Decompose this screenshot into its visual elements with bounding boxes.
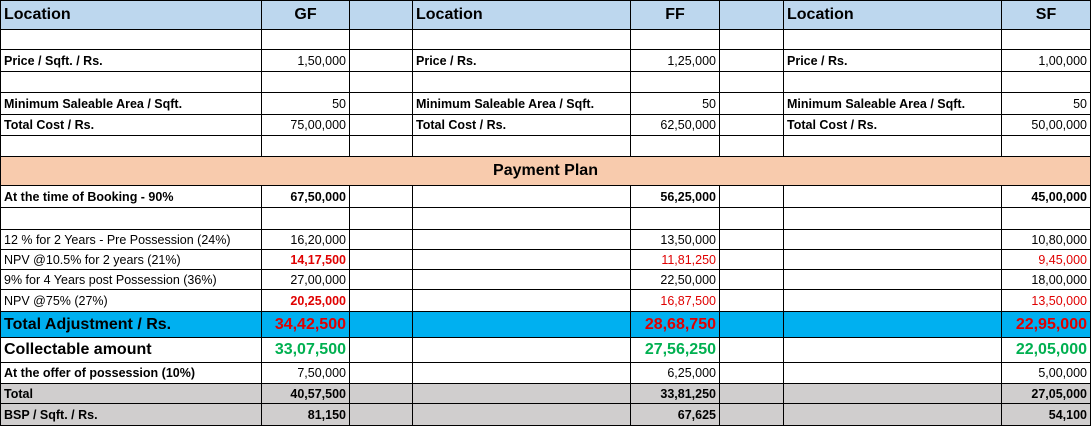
blank-cell[interactable] xyxy=(720,250,784,270)
npv-pre-value-sf[interactable]: 9,45,000 xyxy=(1002,250,1091,270)
blank-cell[interactable] xyxy=(720,93,784,115)
pre-possession-value-sf[interactable]: 10,80,000 xyxy=(1002,230,1091,250)
blank-cell[interactable] xyxy=(784,384,1002,404)
pre-possession-value-gf[interactable]: 16,20,000 xyxy=(262,230,350,250)
collectable-value-gf[interactable]: 33,07,500 xyxy=(262,338,350,363)
min-area-label-gf[interactable]: Minimum Saleable Area / Sqft. xyxy=(0,93,262,115)
blank-cell[interactable] xyxy=(350,208,413,230)
header-floor-sf[interactable]: SF xyxy=(1002,0,1091,30)
blank-cell[interactable] xyxy=(784,230,1002,250)
price-value-ff[interactable]: 1,25,000 xyxy=(631,50,720,72)
blank-cell[interactable] xyxy=(784,30,1002,50)
total-adjustment-label[interactable]: Total Adjustment / Rs. xyxy=(0,312,262,338)
npv-post-value-sf[interactable]: 13,50,000 xyxy=(1002,290,1091,312)
blank-cell[interactable] xyxy=(631,208,720,230)
blank-cell[interactable] xyxy=(350,50,413,72)
blank-cell[interactable] xyxy=(350,136,413,157)
blank-cell[interactable] xyxy=(350,30,413,50)
price-label-gf[interactable]: Price / Sqft. / Rs. xyxy=(0,50,262,72)
blank-cell[interactable] xyxy=(350,230,413,250)
total-adjustment-value-sf[interactable]: 22,95,000 xyxy=(1002,312,1091,338)
collectable-value-ff[interactable]: 27,56,250 xyxy=(631,338,720,363)
blank-cell[interactable] xyxy=(784,250,1002,270)
blank-cell[interactable] xyxy=(720,290,784,312)
blank-cell[interactable] xyxy=(784,136,1002,157)
booking-value-gf[interactable]: 67,50,000 xyxy=(262,186,350,208)
total-cost-value-ff[interactable]: 62,50,000 xyxy=(631,115,720,136)
min-area-value-sf[interactable]: 50 xyxy=(1002,93,1091,115)
header-location-sf[interactable]: Location xyxy=(784,0,1002,30)
bsp-value-ff[interactable]: 67,625 xyxy=(631,404,720,426)
npv-post-value-ff[interactable]: 16,87,500 xyxy=(631,290,720,312)
blank-cell[interactable] xyxy=(0,30,262,50)
total-value-ff[interactable]: 33,81,250 xyxy=(631,384,720,404)
blank-cell[interactable] xyxy=(720,136,784,157)
total-label[interactable]: Total xyxy=(0,384,262,404)
blank-cell[interactable] xyxy=(720,338,784,363)
blank-cell[interactable] xyxy=(720,312,784,338)
min-area-value-ff[interactable]: 50 xyxy=(631,93,720,115)
npv-pre-value-gf[interactable]: 14,17,500 xyxy=(262,250,350,270)
blank-cell[interactable] xyxy=(1002,208,1091,230)
blank-cell[interactable] xyxy=(350,338,413,363)
collectable-label[interactable]: Collectable amount xyxy=(0,338,262,363)
booking-label[interactable]: At the time of Booking - 90% xyxy=(0,186,262,208)
post-possession-label[interactable]: 9% for 4 Years post Possession (36%) xyxy=(0,270,262,290)
blank-cell[interactable] xyxy=(413,384,631,404)
blank-cell[interactable] xyxy=(413,338,631,363)
offer-possession-label[interactable]: At the offer of possession (10%) xyxy=(0,363,262,384)
blank-cell[interactable] xyxy=(631,30,720,50)
blank-cell[interactable] xyxy=(784,312,1002,338)
total-cost-value-sf[interactable]: 50,00,000 xyxy=(1002,115,1091,136)
offer-possession-value-sf[interactable]: 5,00,000 xyxy=(1002,363,1091,384)
blank-cell[interactable] xyxy=(413,230,631,250)
blank-cell[interactable] xyxy=(720,404,784,426)
total-adjustment-value-ff[interactable]: 28,68,750 xyxy=(631,312,720,338)
npv-pre-value-ff[interactable]: 11,81,250 xyxy=(631,250,720,270)
blank-cell[interactable] xyxy=(413,186,631,208)
collectable-value-sf[interactable]: 22,05,000 xyxy=(1002,338,1091,363)
price-label-ff[interactable]: Price / Rs. xyxy=(413,50,631,72)
min-area-label-ff[interactable]: Minimum Saleable Area / Sqft. xyxy=(413,93,631,115)
price-value-gf[interactable]: 1,50,000 xyxy=(262,50,350,72)
total-cost-label-sf[interactable]: Total Cost / Rs. xyxy=(784,115,1002,136)
blank-cell[interactable] xyxy=(350,312,413,338)
offer-possession-value-ff[interactable]: 6,25,000 xyxy=(631,363,720,384)
blank-cell[interactable] xyxy=(262,208,350,230)
npv-post-label[interactable]: NPV @75% (27%) xyxy=(0,290,262,312)
total-value-gf[interactable]: 40,57,500 xyxy=(262,384,350,404)
npv-pre-label[interactable]: NPV @10.5% for 2 years (21%) xyxy=(0,250,262,270)
blank-cell[interactable] xyxy=(350,384,413,404)
blank-cell[interactable] xyxy=(0,72,262,93)
blank-cell[interactable] xyxy=(413,250,631,270)
blank-cell[interactable] xyxy=(720,208,784,230)
blank-cell[interactable] xyxy=(631,72,720,93)
header-floor-ff[interactable]: FF xyxy=(631,0,720,30)
blank-cell[interactable] xyxy=(350,186,413,208)
blank-cell[interactable] xyxy=(631,136,720,157)
blank-cell[interactable] xyxy=(720,363,784,384)
blank-cell[interactable] xyxy=(350,250,413,270)
header-spacer[interactable] xyxy=(720,0,784,30)
blank-cell[interactable] xyxy=(350,404,413,426)
blank-cell[interactable] xyxy=(413,72,631,93)
blank-cell[interactable] xyxy=(784,338,1002,363)
blank-cell[interactable] xyxy=(720,50,784,72)
total-cost-label-gf[interactable]: Total Cost / Rs. xyxy=(0,115,262,136)
booking-value-ff[interactable]: 56,25,000 xyxy=(631,186,720,208)
blank-cell[interactable] xyxy=(262,136,350,157)
total-cost-value-gf[interactable]: 75,00,000 xyxy=(262,115,350,136)
blank-cell[interactable] xyxy=(413,312,631,338)
blank-cell[interactable] xyxy=(413,363,631,384)
price-label-sf[interactable]: Price / Rs. xyxy=(784,50,1002,72)
header-floor-gf[interactable]: GF xyxy=(262,0,350,30)
blank-cell[interactable] xyxy=(720,270,784,290)
blank-cell[interactable] xyxy=(350,72,413,93)
blank-cell[interactable] xyxy=(350,93,413,115)
blank-cell[interactable] xyxy=(413,290,631,312)
total-cost-label-ff[interactable]: Total Cost / Rs. xyxy=(413,115,631,136)
blank-cell[interactable] xyxy=(784,208,1002,230)
blank-cell[interactable] xyxy=(720,384,784,404)
blank-cell[interactable] xyxy=(1002,30,1091,50)
blank-cell[interactable] xyxy=(0,208,262,230)
post-possession-value-gf[interactable]: 27,00,000 xyxy=(262,270,350,290)
blank-cell[interactable] xyxy=(413,30,631,50)
blank-cell[interactable] xyxy=(720,115,784,136)
header-location-ff[interactable]: Location xyxy=(413,0,631,30)
min-area-label-sf[interactable]: Minimum Saleable Area / Sqft. xyxy=(784,93,1002,115)
bsp-value-sf[interactable]: 54,100 xyxy=(1002,404,1091,426)
bsp-label[interactable]: BSP / Sqft. / Rs. xyxy=(0,404,262,426)
blank-cell[interactable] xyxy=(1002,136,1091,157)
blank-cell[interactable] xyxy=(413,208,631,230)
blank-cell[interactable] xyxy=(720,230,784,250)
payment-plan-title[interactable]: Payment Plan xyxy=(0,157,1091,186)
blank-cell[interactable] xyxy=(784,290,1002,312)
total-value-sf[interactable]: 27,05,000 xyxy=(1002,384,1091,404)
bsp-value-gf[interactable]: 81,150 xyxy=(262,404,350,426)
blank-cell[interactable] xyxy=(0,136,262,157)
booking-value-sf[interactable]: 45,00,000 xyxy=(1002,186,1091,208)
blank-cell[interactable] xyxy=(784,270,1002,290)
blank-cell[interactable] xyxy=(720,72,784,93)
post-possession-value-ff[interactable]: 22,50,000 xyxy=(631,270,720,290)
header-location-gf[interactable]: Location xyxy=(0,0,262,30)
header-spacer[interactable] xyxy=(350,0,413,30)
blank-cell[interactable] xyxy=(350,290,413,312)
blank-cell[interactable] xyxy=(413,270,631,290)
pre-possession-label[interactable]: 12 % for 2 Years - Pre Possession (24%) xyxy=(0,230,262,250)
price-value-sf[interactable]: 1,00,000 xyxy=(1002,50,1091,72)
post-possession-value-sf[interactable]: 18,00,000 xyxy=(1002,270,1091,290)
total-adjustment-value-gf[interactable]: 34,42,500 xyxy=(262,312,350,338)
offer-possession-value-gf[interactable]: 7,50,000 xyxy=(262,363,350,384)
blank-cell[interactable] xyxy=(720,30,784,50)
blank-cell[interactable] xyxy=(784,186,1002,208)
npv-post-value-gf[interactable]: 20,25,000 xyxy=(262,290,350,312)
blank-cell[interactable] xyxy=(413,404,631,426)
blank-cell[interactable] xyxy=(784,404,1002,426)
min-area-value-gf[interactable]: 50 xyxy=(262,93,350,115)
blank-cell[interactable] xyxy=(350,115,413,136)
blank-cell[interactable] xyxy=(350,363,413,384)
blank-cell[interactable] xyxy=(1002,72,1091,93)
blank-cell[interactable] xyxy=(350,270,413,290)
blank-cell[interactable] xyxy=(784,72,1002,93)
blank-cell[interactable] xyxy=(262,30,350,50)
blank-cell[interactable] xyxy=(720,186,784,208)
blank-cell[interactable] xyxy=(262,72,350,93)
blank-cell[interactable] xyxy=(784,363,1002,384)
blank-cell[interactable] xyxy=(413,136,631,157)
pre-possession-value-ff[interactable]: 13,50,000 xyxy=(631,230,720,250)
